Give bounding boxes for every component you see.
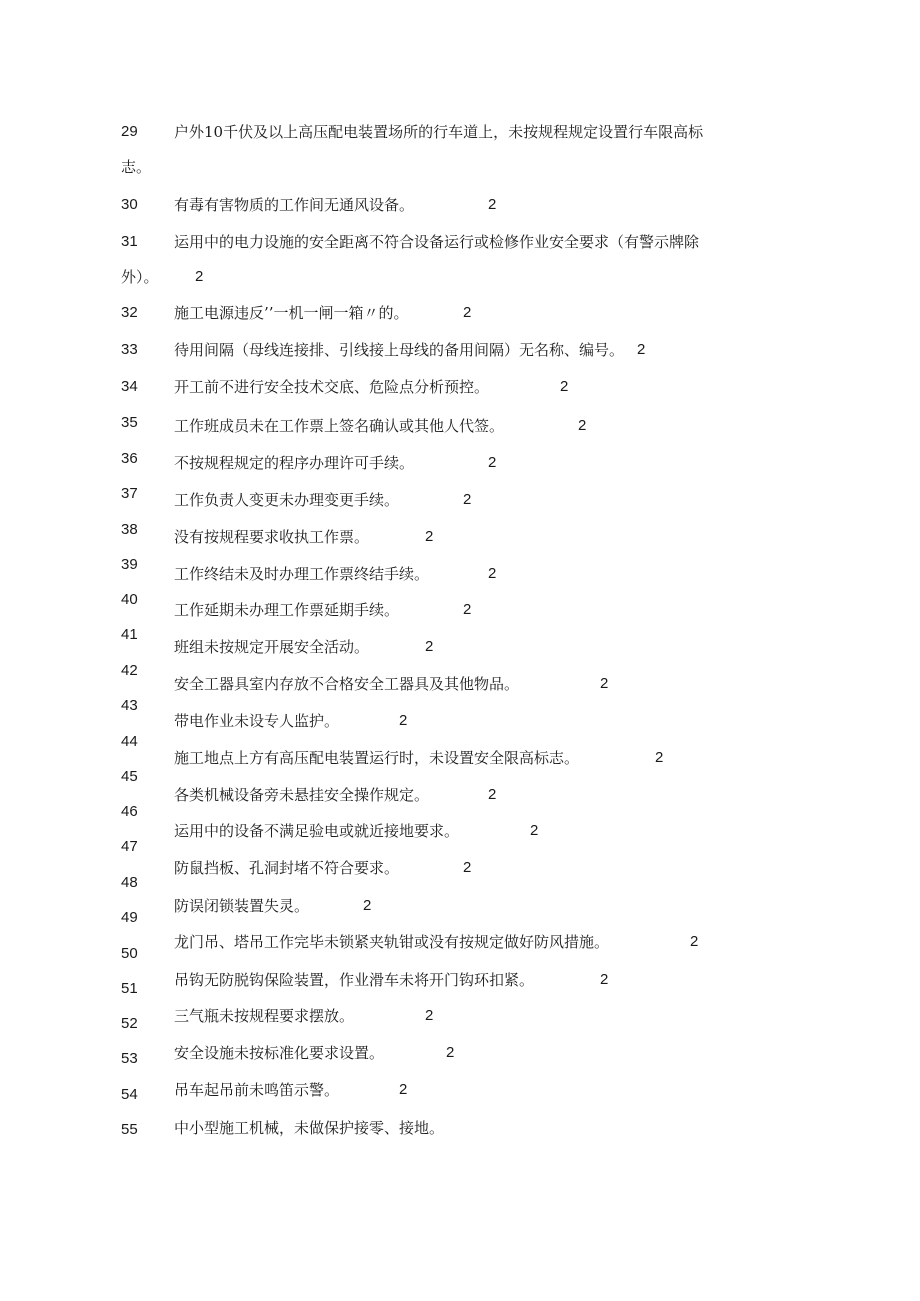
item-score: 2 <box>425 1007 434 1024</box>
item-number: 44 <box>121 733 138 750</box>
item-number: 48 <box>121 874 138 891</box>
item-score: 2 <box>655 749 664 766</box>
item-text: 待用间隔（母线连接排、引线接上母线的备用间隔）无名称、编号。 <box>174 341 625 359</box>
item-number: 49 <box>121 909 138 926</box>
item-text: 三气瓶未按规程要求摆放。 <box>174 1007 355 1025</box>
item-text: 工作班成员未在工作票上签名确认或其他人代签。 <box>174 417 505 435</box>
item-text-continuation: 外）。 <box>121 268 159 286</box>
item-score: 2 <box>578 417 587 434</box>
item-score: 2 <box>195 268 204 285</box>
item-number: 31 <box>121 233 138 250</box>
item-text: 班组未按规定开展安全活动。 <box>174 638 370 656</box>
item-number: 43 <box>121 697 138 714</box>
item-number: 36 <box>121 450 138 467</box>
item-text: 开工前不进行安全技术交底、危险点分析预控。 <box>174 378 490 396</box>
item-text: 施工地点上方有高压配电装置运行时，未设置安全限高标志。 <box>174 749 580 767</box>
item-score: 2 <box>399 1081 408 1098</box>
item-number: 29 <box>121 123 138 140</box>
item-number: 52 <box>121 1015 138 1032</box>
item-score: 2 <box>600 675 609 692</box>
item-text: 工作负责人变更未办理变更手续。 <box>174 491 400 509</box>
item-text: 吊车起吊前未鸣笛示警。 <box>174 1081 340 1099</box>
item-score: 2 <box>425 638 434 655</box>
item-text: 安全工器具室内存放不合格安全工器具及其他物品。 <box>174 675 520 693</box>
item-text: 吊钩无防脱钩保险装置，作业滑车未将开门钩环扣紧。 <box>174 971 535 989</box>
item-number: 40 <box>121 591 138 608</box>
item-text: 不按规程规定的程序办理许可手续。 <box>174 454 415 472</box>
item-text: 龙门吊、塔吊工作完毕未锁紧夹轨钳或没有按规定做好防风措施。 <box>174 933 610 951</box>
item-score: 2 <box>446 1044 455 1061</box>
item-text: 没有按规程要求收执工作票。 <box>174 528 370 546</box>
item-number: 35 <box>121 414 138 431</box>
item-text: 户外10千伏及以上高压配电装置场所的行车道上，未按规程规定设置行车限高标 <box>174 123 704 141</box>
item-score: 2 <box>463 601 472 618</box>
item-number: 47 <box>121 838 138 855</box>
item-text: 工作终结未及时办理工作票终结手续。 <box>174 565 430 583</box>
item-text: 带电作业未设专人监护。 <box>174 712 340 730</box>
item-number: 46 <box>121 803 138 820</box>
item-number: 38 <box>121 521 138 538</box>
item-text: 防误闭锁装置失灵。 <box>174 897 310 915</box>
item-number: 53 <box>121 1050 138 1067</box>
item-text: 安全设施未按标准化要求设置。 <box>174 1044 385 1062</box>
item-number: 45 <box>121 768 138 785</box>
item-score: 2 <box>530 822 539 839</box>
item-number: 54 <box>121 1086 138 1103</box>
item-score: 2 <box>463 491 472 508</box>
item-text: 有毒有害物质的工作间无通风设备。 <box>174 196 415 214</box>
item-score: 2 <box>488 565 497 582</box>
item-score: 2 <box>399 712 408 729</box>
item-number: 42 <box>121 662 138 679</box>
item-score: 2 <box>488 196 497 213</box>
item-score: 2 <box>690 933 699 950</box>
item-score: 2 <box>637 341 646 358</box>
item-text-continuation: 志。 <box>121 158 152 176</box>
item-text: 工作延期未办理工作票延期手续。 <box>174 601 400 619</box>
item-score: 2 <box>600 971 609 988</box>
item-text: 各类机械设备旁未悬挂安全操作规定。 <box>174 786 430 804</box>
item-score: 2 <box>425 528 434 545</box>
item-text: 中小型施工机械，未做保护接零、接地。 <box>174 1119 445 1137</box>
item-number: 32 <box>121 304 138 321</box>
item-number: 50 <box>121 945 138 962</box>
item-number: 51 <box>121 980 138 997</box>
item-text: 运用中的设备不满足验电或就近接地要求。 <box>174 822 460 840</box>
item-text: 防鼠挡板、孔洞封堵不符合要求。 <box>174 859 400 877</box>
item-number: 55 <box>121 1121 138 1138</box>
item-number: 39 <box>121 556 138 573</box>
item-score: 2 <box>463 304 472 321</box>
item-number: 34 <box>121 378 138 395</box>
item-score: 2 <box>463 859 472 876</box>
item-text: 施工电源违反’’一机一闸一箱〃的。 <box>174 304 409 322</box>
item-number: 33 <box>121 341 138 358</box>
item-score: 2 <box>363 897 372 914</box>
item-score: 2 <box>488 454 497 471</box>
item-score: 2 <box>560 378 569 395</box>
item-number: 30 <box>121 196 138 213</box>
item-text: 运用中的电力设施的安全距离不符合设备运行或检修作业安全要求（有警示牌除 <box>174 233 700 251</box>
item-number: 37 <box>121 485 138 502</box>
item-score: 2 <box>488 786 497 803</box>
item-number: 41 <box>121 626 138 643</box>
